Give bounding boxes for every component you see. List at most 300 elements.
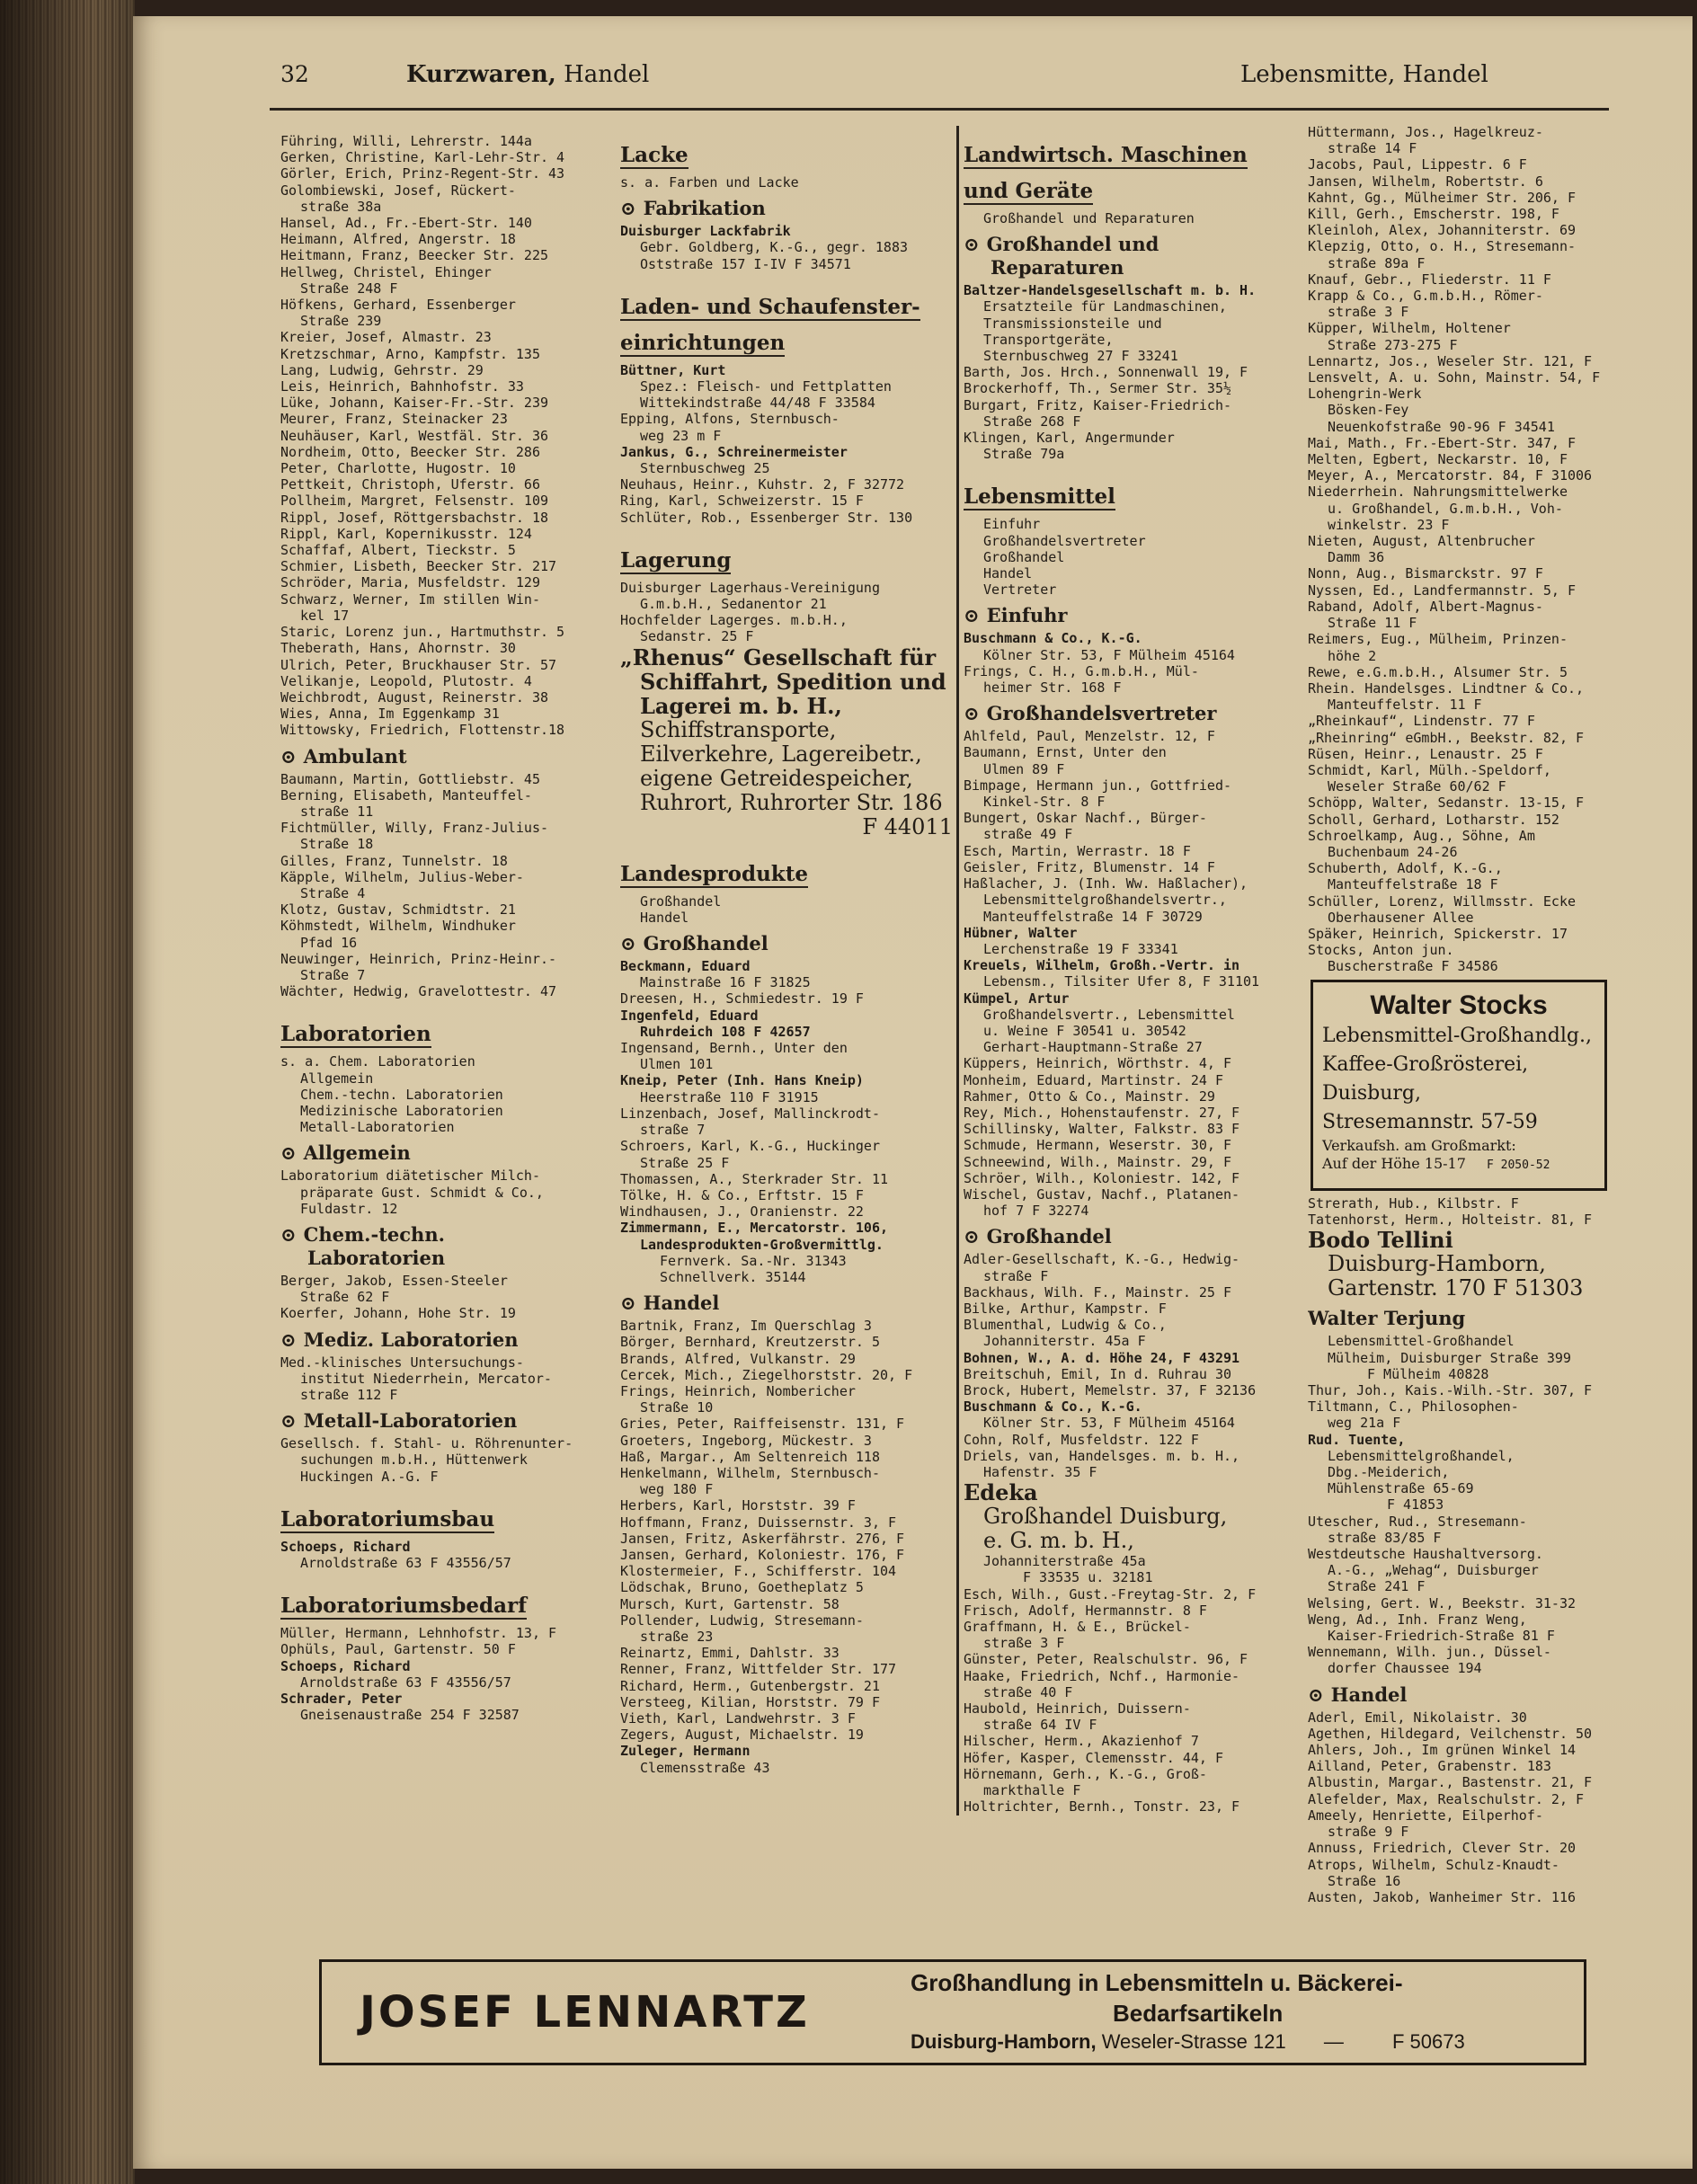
entry-line: Hochfelder Lagerges. m.b.H.,: [620, 612, 848, 629]
entry-line: Kölner Str. 53, F Mülheim 45164: [983, 646, 1235, 663]
bullet-icon: ⊙: [964, 702, 980, 725]
entry-line: Schiffstransporte,: [640, 717, 837, 742]
entry-line: heimer Str. 168 F: [983, 679, 1122, 697]
entry-line: e. G. m. b. H.,: [983, 1529, 1134, 1554]
subheading-text: Ambulant: [303, 744, 407, 768]
entry-line: Rippl, Josef, Röttgersbachstr. 18: [280, 509, 549, 526]
entry-line: Weichbrodt, August, Reinerstr. 38: [280, 688, 549, 706]
entry-line: Schmude, Hermann, Weserstr. 30, F: [964, 1137, 1232, 1154]
entry-line: Gesellsch. f. Stahl- u. Röhrenunter-: [280, 1435, 573, 1452]
entry-line: Theberath, Hans, Ahornstr. 30: [280, 640, 516, 657]
entry-line: Reinartz, Emmi, Dahlstr. 33: [620, 1645, 840, 1662]
entry-line: straße 40 F: [983, 1683, 1073, 1700]
entry-line: Sternbuschweg 27 F 33241: [983, 348, 1178, 365]
entry-line: Brockerhoff, Th., Sermer Str. 35½: [964, 380, 1232, 397]
entry-line: Schoeps, Richard: [280, 1657, 411, 1674]
bullet-icon: ⊙: [620, 1292, 636, 1315]
entry-line: Meurer, Franz, Steinacker 23: [280, 411, 508, 428]
section-heading: [964, 178, 1296, 205]
entry-line: Gneisenaustraße 254 F 32587: [300, 1707, 520, 1724]
entry-line: Cohn, Rolf, Musfeldstr. 122 F: [964, 1431, 1199, 1448]
entry-line: Schoeps, Richard: [280, 1538, 411, 1555]
section-heading: [620, 142, 953, 169]
entry-line: Sedanstr. 25 F: [640, 628, 754, 645]
entry-line: Rewe, e.G.m.b.H., Alsumer Str. 5: [1308, 663, 1568, 680]
entry-line: straße 112 F: [300, 1387, 398, 1403]
entry-line: straße 49 F: [983, 826, 1073, 843]
entry-line: Hörnemann, Gerh., K.-G., Groß-: [964, 1765, 1207, 1782]
entry-line: Johanniterstraße 45a: [983, 1553, 1146, 1570]
entry-line: Dreesen, H., Schmiedestr. 19 F: [620, 990, 864, 1008]
entry-line: „Rheinkauf“, Lindenstr. 77 F: [1308, 713, 1535, 730]
entry-line: Müller, Hermann, Lehnhofstr. 13, F: [280, 1625, 557, 1642]
entry-line: Fichtmüller, Willy, Franz-Julius-: [280, 820, 549, 837]
entry-line: Höfkens, Gerhard, Essenberger: [280, 297, 516, 314]
entry-line: straße 11: [300, 803, 374, 820]
entry-line: Nonn, Aug., Bismarckstr. 97 F: [1308, 565, 1543, 582]
entry-line: Hüttermann, Jos., Hagelkreuz-: [1308, 124, 1543, 140]
entry-line: Neuenkofstraße 90-96 F 34541: [1328, 418, 1555, 435]
entry-line: Bilke, Arthur, Kampstr. F: [964, 1300, 1167, 1317]
entry-line: Schroelkamp, Aug., Söhne, Am: [1308, 827, 1535, 844]
entry-line: Arnoldstraße 63 F 43556/57: [300, 1555, 511, 1572]
entry-line: Buchenbaum 24-26: [1328, 843, 1458, 860]
column-rule: [956, 126, 959, 1816]
section-heading-text: Lagerung: [620, 547, 732, 573]
entry-line: Transportgeräte,: [983, 331, 1114, 348]
entry-line: Kneip, Peter (Inh. Hans Kneip): [620, 1072, 864, 1089]
entry-line: s. a. Chem. Laboratorien: [280, 1053, 475, 1070]
subheading: [280, 1246, 604, 1271]
entry-line: Großhandel und Reparaturen: [983, 210, 1195, 226]
section-heading-text: Lebensmittel: [964, 484, 1115, 510]
entry-line: straße 23: [640, 1628, 714, 1645]
entry-line: Gries, Peter, Raiffeisenstr. 131, F: [620, 1416, 905, 1433]
entry-line: Weseler Straße 60/62 F: [1328, 778, 1506, 795]
entry-line: institut Niederrhein, Mercator-: [300, 1370, 552, 1387]
entry-line: Rahmer, Otto & Co., Mainstr. 29: [964, 1088, 1215, 1105]
entry-line: Windhausen, J., Oranienstr. 22: [620, 1203, 864, 1221]
subheading-text: Mediz. Laboratorien: [303, 1327, 519, 1351]
entry-line: Haake, Friedrich, Nchf., Harmonie-: [964, 1667, 1240, 1684]
entry-line: Blumenthal, Ludwig & Co.,: [964, 1317, 1167, 1334]
entry-line: Backhaus, Wilh. F., Mainstr. 25 F: [964, 1283, 1232, 1301]
entry-line: Kaiser-Friedrich-Straße 81 F: [1328, 1628, 1555, 1645]
entry-line: Bungert, Oskar Nachf., Bürger-: [964, 810, 1207, 827]
entry-line: Frings, C. H., G.m.b.H., Mül-: [964, 662, 1199, 679]
entry-line: Leis, Heinrich, Bahnhofstr. 33: [280, 378, 524, 395]
section-heading: [280, 1506, 604, 1533]
entry-line: Ahlers, Joh., Im grünen Winkel 14: [1308, 1742, 1577, 1759]
stocks-phone: F 2050-52: [1486, 1159, 1550, 1172]
entry-line: Landesprodukten-Großvermittlg.: [640, 1236, 884, 1253]
entry-line: markthalle F: [983, 1782, 1081, 1799]
entry-line: G.m.b.H., Sedanentor 21: [640, 596, 827, 613]
entry-line: Schuberth, Adolf, K.-G.,: [1308, 860, 1503, 877]
entry-line: Tatenhorst, Herm., Holteistr. 81, F: [1308, 1212, 1593, 1229]
entry-line: Niederrhein. Nahrungsmittelwerke: [1308, 484, 1568, 501]
entry-line: Straße 4: [300, 884, 366, 901]
subheading: [964, 701, 1296, 726]
entry-line: Bohnen, W., A. d. Höhe 24, F 43291: [964, 1349, 1240, 1366]
entry-line: F Mülheim 40828: [1367, 1365, 1489, 1382]
entry-line: F 44011: [862, 814, 953, 839]
entry-line: Driels, van, Handelsges. m. b. H.,: [964, 1447, 1240, 1464]
entry-line: Vertreter: [983, 582, 1057, 599]
entry-line: Schüller, Lorenz, Willmsstr. Ecke: [1308, 892, 1577, 910]
entry-line: Melten, Egbert, Neckarstr. 10, F: [1308, 451, 1568, 468]
entry-line: Schrader, Peter: [280, 1691, 403, 1708]
entry-line: Duisburger Lagerhaus-Vereinigung: [620, 579, 880, 596]
entry-line: Buschmann & Co., K.-G.: [964, 630, 1142, 647]
bullet-icon: ⊙: [280, 1222, 297, 1246]
entry-line: Eilverkehre, Lagereibetr.,: [640, 741, 922, 767]
entry-line: Heitmann, Franz, Beecker Str. 225: [280, 247, 549, 264]
entry-line: Laboratorium diätetischer Milch-: [280, 1167, 540, 1185]
entry-line: Ingenfeld, Eduard: [620, 1007, 759, 1024]
entry-line: Weng, Ad., Inh. Franz Weng,: [1308, 1611, 1527, 1628]
subheading-text: Metall-Laboratorien: [303, 1409, 518, 1433]
entry-line: Fuldastr. 12: [300, 1200, 398, 1217]
entry-line: Pollheim, Margret, Felsenstr. 109: [280, 493, 549, 510]
entry-line: Epping, Alfons, Sternbusch-: [620, 411, 840, 428]
entry-line: Geisler, Fritz, Blumenstr. 14 F: [964, 858, 1215, 875]
entry-line: Herbers, Karl, Horststr. 39 F: [620, 1497, 856, 1514]
entry-line: Kreier, Josef, Almastr. 23: [280, 329, 492, 346]
subheading-text: Walter Terjung: [1308, 1307, 1466, 1330]
entry-line: winkelstr. 23 F: [1328, 516, 1450, 533]
entry-line: Lohengrin-Werk: [1308, 386, 1422, 403]
entry-line: Bösken-Fey: [1328, 402, 1409, 419]
entry-line: Heimann, Alfred, Angerstr. 18: [280, 231, 516, 248]
entry-line: Frings, Heinrich, Nombericher: [620, 1382, 856, 1399]
entry-line: Zegers, August, Michaelstr. 19: [620, 1727, 864, 1744]
entry-line: Manteuffelstraße 18 F: [1328, 876, 1498, 893]
entry-line: Kölner Str. 53, F Mülheim 45164: [983, 1415, 1235, 1432]
bullet-icon: ⊙: [964, 233, 980, 256]
entry-line: Ruhrort, Ruhrorter Str. 186: [640, 790, 943, 815]
bullet-icon: ⊙: [1308, 1682, 1324, 1706]
entry-line: Dbg.-Meiderich,: [1328, 1464, 1450, 1481]
entry-line: Fernverk. Sa.-Nr. 31343: [660, 1252, 847, 1269]
entry-line: Schillinsky, Walter, Falkstr. 83 F: [964, 1121, 1240, 1138]
entry-line: Straße 7: [300, 966, 366, 983]
subheading: [280, 1141, 604, 1166]
entry-line: Zimmermann, E., Mercatorstr. 106,: [620, 1220, 889, 1237]
entry-line: Jankus, G., Schreinermeister: [620, 443, 848, 460]
subheading-text: Einfuhr: [986, 604, 1068, 627]
lennartz-dash: —: [1323, 2030, 1344, 2053]
left-title-rest: Handel: [564, 61, 650, 88]
entry-line: Barth, Jos. Hrch., Sonnenwall 19, F: [964, 364, 1248, 381]
spacer: [964, 462, 1296, 475]
entry-line: Hübner, Walter: [964, 924, 1078, 941]
entry-line: straße F: [983, 1267, 1049, 1284]
subheading: [620, 196, 953, 221]
entry-line: Straße 239: [300, 313, 382, 330]
entry-line: Bartnik, Franz, Im Querschlag 3: [620, 1318, 872, 1335]
entry-line: Ingensand, Bernh., Unter den: [620, 1040, 848, 1057]
entry-line: Haßlacher, J. (Inh. Ww. Haßlacher),: [964, 875, 1248, 892]
entry-line: Versteeg, Kilian, Horststr. 79 F: [620, 1693, 880, 1710]
entry-line: Großhandel: [983, 548, 1065, 565]
entry-line: Spez.: Fleisch- und Fettplatten: [640, 378, 892, 395]
subheading-text: Reparaturen: [991, 256, 1124, 280]
entry-line: Manteuffelstr. 11 F: [1328, 697, 1482, 714]
entry-line: Ulmen 89 F: [983, 760, 1065, 777]
entry-line: F 41853: [1387, 1496, 1444, 1514]
subheading-text: Chem.-techn.: [303, 1222, 445, 1246]
lennartz-name: JOSEF LENNARTZ: [360, 1987, 810, 2038]
subheading: [964, 255, 1296, 280]
subheading: [1308, 1682, 1618, 1708]
entry-line: s. a. Farben und Lacke: [620, 174, 799, 191]
entry-line: Wittekindstraße 44/48 F 33584: [640, 395, 875, 412]
subheading: [964, 232, 1296, 257]
entry-line: Jacobs, Paul, Lippestr. 6 F: [1308, 156, 1527, 173]
bullet-icon: ⊙: [964, 604, 980, 627]
entry-line: Großhandel: [640, 892, 722, 910]
entry-line: Koerfer, Johann, Hohe Str. 19: [280, 1305, 516, 1322]
entry-line: Golombiewski, Josef, Rückert-: [280, 182, 516, 199]
entry-line: Straße 273-275 F: [1328, 336, 1458, 353]
entry-line: Staric, Lorenz jun., Hartmuthstr. 5: [280, 624, 565, 641]
entry-line: straße 9 F: [1328, 1824, 1409, 1841]
entry-line: Rud. Tuente,: [1308, 1431, 1406, 1448]
entry-line: „Rheinring“ eGmbH., Beekstr. 82, F: [1308, 729, 1585, 746]
entry-line: Hellweg, Christel, Ehinger: [280, 263, 492, 280]
entry-line: Bimpage, Hermann jun., Gottfried-: [964, 777, 1232, 794]
bullet-icon: ⊙: [280, 1141, 297, 1165]
entry-line: Ulmen 101: [640, 1056, 714, 1073]
entry-line: A.-G., „Wehag“, Duisburger: [1328, 1562, 1539, 1579]
entry-line: straße 83/85 F: [1328, 1529, 1442, 1546]
entry-line: Straße 79a: [983, 446, 1065, 463]
entry-line: Sternbuschweg 25: [640, 460, 770, 477]
bullet-icon: ⊙: [620, 932, 636, 955]
entry-line: Rippl, Karl, Kopernikusstr. 124: [280, 525, 532, 542]
bullet-icon: ⊙: [280, 1327, 297, 1351]
entry-line: Höfer, Kasper, Clemensstr. 44, F: [964, 1749, 1223, 1766]
entry-line: Thomassen, A., Sterkrader Str. 11: [620, 1170, 889, 1187]
entry-line: Beckmann, Eduard: [620, 958, 751, 975]
entry-line: Rey, Mich., Hohenstaufenstr. 27, F: [964, 1104, 1240, 1121]
entry-line: Kümpel, Artur: [964, 990, 1070, 1007]
entry-line: Tölke, H. & Co., Erftstr. 15 F: [620, 1186, 864, 1203]
entry-line: Medizinische Laboratorien: [300, 1102, 503, 1119]
entry-line: Wennemann, Wilh. jun., Düssel-: [1308, 1644, 1551, 1661]
entry-line: Oberhausener Allee: [1328, 909, 1474, 926]
spacer: [620, 526, 953, 538]
entry-line: Schiffahrt, Spedition und: [640, 669, 946, 694]
entry-line: Späker, Heinrich, Spickerstr. 17: [1308, 925, 1568, 942]
entry-line: Ameely, Henriette, Eilperhof-: [1308, 1807, 1543, 1824]
column-4-top: [1308, 124, 1618, 975]
entry-line: u. Weine F 30541 u. 30542: [983, 1022, 1186, 1039]
entry-line: Baumann, Ernst, Unter den: [964, 744, 1167, 761]
entry-line: Pollender, Ludwig, Stresemann-: [620, 1611, 864, 1629]
entry-line: Brands, Alfred, Vulkanstr. 29: [620, 1350, 856, 1367]
entry-line: Klotz, Gustav, Schmidtstr. 21: [280, 901, 516, 919]
entry-line: Lang, Ludwig, Gehrstr. 29: [280, 361, 484, 378]
entry-line: Richard, Herm., Gutenbergstr. 21: [620, 1677, 880, 1694]
entry-line: Westdeutsche Haushaltversorg.: [1308, 1546, 1543, 1563]
entry-line: Utescher, Rud., Stresemann-: [1308, 1513, 1527, 1530]
entry-line: Wischel, Gustav, Nachf., Platanen-: [964, 1185, 1240, 1203]
entry-line: Burgart, Fritz, Kaiser-Friedrich-: [964, 396, 1232, 413]
entry-line: straße 3 F: [1328, 304, 1409, 321]
entry-line: Lebensmittelgroßhandelsvertr.,: [983, 892, 1227, 909]
entry-line: dorfer Chaussee 194: [1328, 1660, 1482, 1677]
section-heading: [280, 1593, 604, 1620]
entry-line: Renner, Franz, Wittfelder Str. 177: [620, 1661, 897, 1678]
entry-line: Albustin, Margar., Bastenstr. 21, F: [1308, 1774, 1593, 1791]
stocks-line3: Duisburg,: [1322, 1082, 1421, 1105]
entry-line: Jansen, Wilhelm, Robertstr. 6: [1308, 173, 1543, 190]
entry-line: Lüke, Johann, Kaiser-Fr.-Str. 239: [280, 395, 549, 412]
stocks-title: Walter Stocks: [1370, 990, 1548, 1020]
entry-line: Mai, Math., Fr.-Ebert-Str. 347, F: [1308, 434, 1577, 451]
right-running-title: Lebensmitte, Handel: [1240, 61, 1488, 88]
entry-line: Nordheim, Otto, Beecker Str. 286: [280, 443, 540, 460]
section-heading-text: Laden- und Schaufenster-: [620, 294, 920, 319]
entry-line: Gartenstr. 170 F 51303: [1328, 1276, 1584, 1301]
entry-line: Schroers, Karl, K.-G., Huckinger: [620, 1138, 880, 1155]
subheading: [280, 1222, 604, 1247]
entry-line: Wittowsky, Friedrich, Flottenstr.18: [280, 722, 565, 739]
entry-line: Raband, Adolf, Albert-Magnus-: [1308, 598, 1543, 615]
subheading-text: Handel: [1330, 1682, 1408, 1706]
entry-line: Schröder, Maria, Musfeldstr. 129: [280, 574, 540, 591]
entry-line: Huckingen A.-G. F: [300, 1468, 439, 1485]
entry-line: Duisburger Lackfabrik: [620, 223, 791, 240]
entry-line: Lebensmittel-Großhandel: [1328, 1333, 1515, 1350]
entry-line: Knauf, Gebr., Fliederstr. 11 F: [1308, 271, 1551, 288]
entry-line: Monheim, Eduard, Martinstr. 24 F: [964, 1071, 1223, 1088]
lennartz-line2: Bedarfsartikeln: [1113, 2000, 1284, 2027]
entry-line: Haubold, Heinrich, Duissern-: [964, 1700, 1191, 1718]
section-heading-text: Laboratorien: [280, 1022, 431, 1047]
entry-line: Schaffaf, Albert, Tieckstr. 5: [280, 542, 516, 559]
spacer: [280, 1571, 604, 1584]
entry-line: Hilscher, Herm., Akazienhof 7: [964, 1733, 1199, 1750]
entry-line: Johanniterstr. 45a F: [983, 1333, 1146, 1350]
entry-line: Tiltmann, C., Philosophen-: [1308, 1398, 1519, 1416]
entry-line: straße 64 IV F: [983, 1717, 1097, 1734]
lennartz-city: Duisburg-Hamborn,: [911, 2030, 1097, 2053]
entry-line: Hansel, Ad., Fr.-Ebert-Str. 140: [280, 215, 532, 232]
entry-line: straße 38a: [300, 198, 382, 215]
spacer: [620, 272, 953, 285]
subheading: [280, 744, 604, 769]
subheading: [1308, 1306, 1618, 1331]
subheading-text: Handel: [643, 1292, 720, 1315]
section-heading-text: Laboratoriumsbau: [280, 1506, 495, 1531]
entry-line: Ring, Karl, Schweizerstr. 15 F: [620, 493, 864, 510]
entry-line: Lebensmittelgroßhandel,: [1328, 1447, 1515, 1464]
entry-line: Lödschak, Bruno, Goetheplatz 5: [620, 1579, 864, 1596]
section-heading: [620, 330, 953, 357]
entry-line: Arnoldstraße 63 F 43556/57: [300, 1674, 511, 1691]
bullet-icon: ⊙: [620, 197, 636, 220]
entry-line: straße 3 F: [983, 1635, 1065, 1652]
section-heading: [620, 861, 953, 888]
entry-line: Allgemein: [300, 1070, 374, 1087]
subheading: [964, 603, 1296, 628]
entry-line: Straße 268 F: [983, 413, 1081, 430]
stocks-line6: Auf der Höhe 15-17: [1322, 1155, 1466, 1172]
entry-line: Führing, Willi, Lehrerstr. 144a: [280, 133, 532, 149]
entry-line: Edeka: [964, 1480, 1038, 1505]
entry-line: Gerken, Christine, Karl-Lehr-Str. 4: [280, 149, 565, 166]
book-edge-shadow: [0, 0, 135, 2184]
stocks-line1: Lebensmittel-Großhandlg.,: [1322, 1025, 1592, 1047]
entry-line: Klingen, Karl, Angermunder: [964, 430, 1175, 447]
entry-line: Kreuels, Wilhelm, Großh.-Vertr. in: [964, 957, 1240, 974]
entry-line: Schmier, Lisbeth, Beecker Str. 217: [280, 558, 557, 575]
lennartz-street: Weseler-Strasse 121: [1101, 2030, 1286, 2053]
entry-line: Baltzer-Handelsgesellschaft m. b. H.: [964, 282, 1257, 299]
entry-line: Linzenbach, Josef, Mallinckrodt-: [620, 1105, 880, 1122]
entry-line: Klepzig, Otto, o. H., Stresemann-: [1308, 238, 1577, 255]
entry-line: Küpper, Wilhelm, Holtener: [1308, 320, 1511, 337]
lennartz-line3: [911, 2030, 1465, 2054]
entry-line: Wächter, Hedwig, Gravelottestr. 47: [280, 983, 557, 1000]
entry-line: weg 23 m F: [640, 427, 722, 444]
josef-lennartz-ad: [319, 1959, 1586, 2065]
entry-line: Mülheim, Duisburger Straße 399: [1328, 1349, 1571, 1366]
entry-line: Neuhaus, Heinr., Kuhstr. 2, F 32772: [620, 476, 905, 493]
entry-line: Handel: [640, 909, 689, 926]
entry-line: Metall-Laboratorien: [300, 1119, 455, 1136]
entry-line: Transmissionsteile und: [983, 315, 1162, 332]
entry-line: präparate Gust. Schmidt & Co.,: [300, 1184, 544, 1201]
entry-line: Heerstraße 110 F 31915: [640, 1088, 819, 1105]
entry-line: Haß, Margar., Am Seltenreich 118: [620, 1448, 880, 1465]
bullet-icon: ⊙: [280, 1409, 297, 1433]
entry-line: Ahlfeld, Paul, Menzelstr. 12, F: [964, 728, 1215, 745]
entry-line: Gilles, Franz, Tunnelstr. 18: [280, 852, 508, 869]
stocks-line2: Kaffee-Großrösterei,: [1322, 1053, 1529, 1076]
entry-line: Ophüls, Paul, Gartenstr. 50 F: [280, 1641, 516, 1658]
entry-line: Meyer, A., Mercatorstr. 84, F 31006: [1308, 467, 1593, 484]
section-heading: [620, 294, 953, 321]
subheading-text: Großhandelsvertreter: [986, 702, 1217, 725]
entry-line: Lennartz, Jos., Weseler Str. 121, F: [1308, 352, 1593, 369]
entry-line: straße 14 F: [1328, 140, 1417, 157]
entry-line: Welsing, Gert. W., Beekstr. 31-32: [1308, 1594, 1577, 1611]
section-heading: [620, 547, 953, 574]
entry-line: Frisch, Adolf, Hermannstr. 8 F: [964, 1602, 1207, 1619]
entry-line: Chem.-techn. Laboratorien: [300, 1086, 503, 1103]
subheading-text: Großhandel: [986, 1225, 1112, 1248]
entry-line: Buscherstraße F 34586: [1328, 958, 1498, 975]
bullet-icon: ⊙: [280, 744, 297, 768]
entry-line: Straße 18: [300, 836, 374, 853]
entry-line: Hoffmann, Franz, Duissernstr. 3, F: [620, 1514, 897, 1531]
entry-line: Mühlenstraße 65-69: [1328, 1480, 1474, 1497]
entry-line: Jansen, Gerhard, Koloniestr. 176, F: [620, 1546, 905, 1563]
entry-line: u. Großhandel, G.m.b.H., Voh-: [1328, 500, 1563, 517]
entry-line: Jansen, Fritz, Askerfährstr. 276, F: [620, 1530, 905, 1547]
entry-line: Alefelder, Max, Realschulstr. 2, F: [1308, 1790, 1585, 1807]
entry-line: Velikanje, Leopold, Plutostr. 4: [280, 672, 532, 689]
entry-line: Peter, Charlotte, Hugostr. 10: [280, 460, 516, 477]
entry-line: Gebr. Goldberg, K.-G., gegr. 1883: [640, 239, 909, 256]
entry-line: Köhmstedt, Wilhelm, Windhuker: [280, 918, 516, 935]
section-heading: [964, 142, 1296, 169]
entry-line: Stocks, Anton jun.: [1308, 942, 1454, 959]
